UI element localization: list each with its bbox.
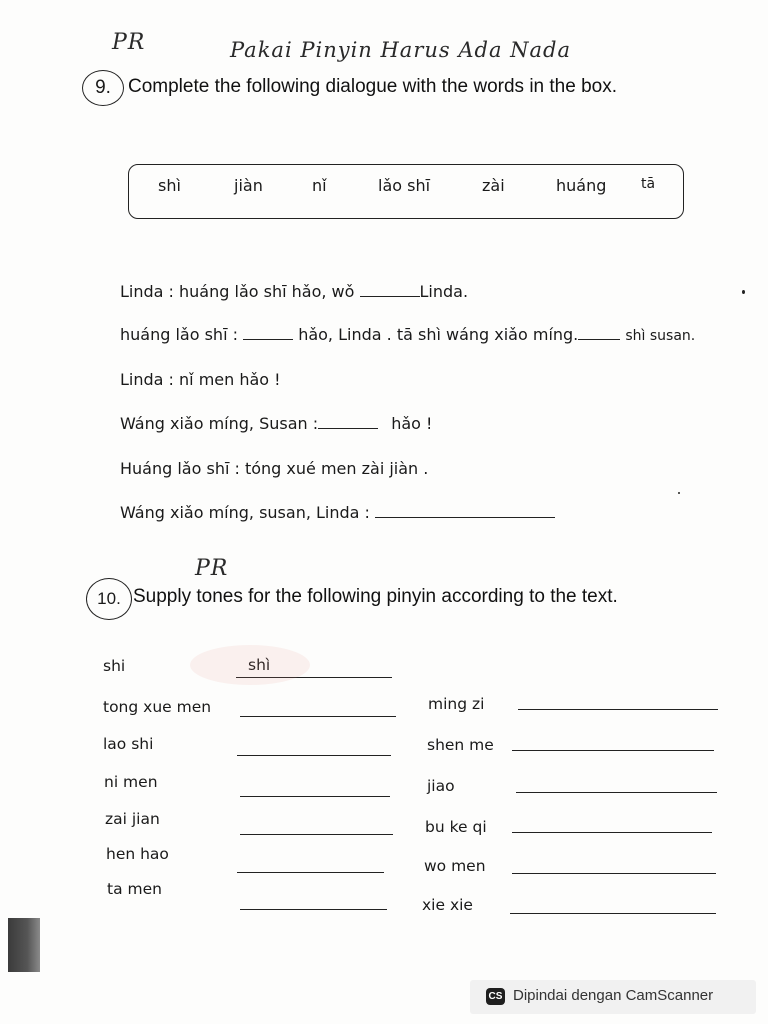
pinyin-answer-line[interactable] xyxy=(512,873,716,874)
word-box-item: lǎo shī xyxy=(378,176,431,195)
pinyin-right-word: bu ke qi xyxy=(425,818,487,836)
pinyin-answer-line[interactable] xyxy=(237,755,391,756)
dialogue-text: huáng lǎo shī : xyxy=(120,325,238,344)
scan-smudge xyxy=(190,645,310,685)
dialogue-blank[interactable] xyxy=(578,325,620,340)
dialogue-text: hǎo, Linda . tā shì wáng xiǎo míng. xyxy=(298,325,579,344)
pinyin-left-word: lao shi xyxy=(103,735,154,753)
pinyin-answer-line[interactable] xyxy=(512,750,714,751)
pinyin-left-word: zai jian xyxy=(105,810,160,828)
dialogue-line-2 xyxy=(120,325,695,344)
pinyin-answer-line[interactable] xyxy=(510,913,716,914)
pinyin-answer-line[interactable] xyxy=(237,872,384,873)
scan-speck xyxy=(742,290,745,294)
pinyin-example-answer: shì xyxy=(248,656,271,674)
pinyin-left-word: tong xue men xyxy=(103,698,212,716)
dialogue-blank[interactable] xyxy=(243,325,293,340)
question-9-prompt: Complete the following dialogue with the words in the box. xyxy=(128,76,618,97)
pinyin-left-word: ta men xyxy=(107,880,162,898)
word-box-item: tā xyxy=(641,176,656,192)
dialogue-text: Wáng xiǎo míng, Susan : xyxy=(120,414,319,433)
dialogue-text: Linda. xyxy=(419,282,469,301)
dialogue-line-1 xyxy=(120,282,468,301)
camscanner-logo-icon: CS xyxy=(486,988,505,1005)
dialogue-text: Wáng xiǎo míng, susan, Linda : xyxy=(120,503,370,522)
word-box-item: huáng xyxy=(556,176,607,195)
pinyin-right-word: xie xie xyxy=(422,896,473,914)
handwritten-pr-top: PR xyxy=(112,30,146,55)
pinyin-answer-line[interactable] xyxy=(512,832,712,833)
pinyin-right-word: jiao xyxy=(427,777,455,795)
word-box-item: nǐ xyxy=(312,176,327,195)
word-box-item: zài xyxy=(482,176,505,195)
dialogue-blank[interactable] xyxy=(318,414,378,429)
pinyin-answer-line[interactable] xyxy=(240,909,387,910)
pinyin-right-word: ming zi xyxy=(428,695,485,713)
scanner-text: Dipindai dengan CamScanner xyxy=(513,987,714,1004)
dialogue-text: Huáng lǎo shī : tóng xué men zài jiàn . xyxy=(120,459,429,478)
question-10-number: 10. xyxy=(86,578,132,620)
question-10-prompt: Supply tones for the following pinyin according to the text. xyxy=(133,586,618,607)
handwritten-instruction: Pakai Pinyin Harus Ada Nada xyxy=(230,38,572,62)
pinyin-answer-line[interactable] xyxy=(240,716,396,717)
word-box-item: jiàn xyxy=(234,176,263,195)
pinyin-answer-line[interactable] xyxy=(516,792,717,793)
pinyin-right-word: wo men xyxy=(424,857,486,875)
scan-edge-shadow xyxy=(8,918,40,972)
dialogue-text: Linda : huáng lǎo shī hǎo, wǒ xyxy=(120,282,355,301)
pinyin-right-word: shen me xyxy=(427,736,494,754)
dialogue-line-5 xyxy=(120,459,428,478)
dialogue-line-6 xyxy=(120,503,555,522)
pinyin-example-word: shi xyxy=(103,657,126,675)
dialogue-text: Linda : nǐ men hǎo ! xyxy=(120,370,281,389)
dialogue-line-4 xyxy=(120,414,432,433)
scan-speck xyxy=(678,492,680,494)
dialogue-text: shì susan. xyxy=(625,328,696,344)
pinyin-answer-line[interactable] xyxy=(518,709,718,710)
handwritten-pr-mid: PR xyxy=(195,556,229,581)
pinyin-answer-line[interactable] xyxy=(240,796,390,797)
question-9-number: 9. xyxy=(82,70,124,106)
pinyin-left-word: ni men xyxy=(104,773,158,791)
dialogue-blank[interactable] xyxy=(375,503,555,518)
dialogue-line-3 xyxy=(120,370,281,389)
pinyin-left-word: hen hao xyxy=(106,845,169,863)
word-box-item: shì xyxy=(158,176,181,195)
pinyin-answer-line[interactable] xyxy=(240,834,393,835)
dialogue-blank[interactable] xyxy=(360,282,420,297)
dialogue-text: hǎo ! xyxy=(391,414,433,433)
